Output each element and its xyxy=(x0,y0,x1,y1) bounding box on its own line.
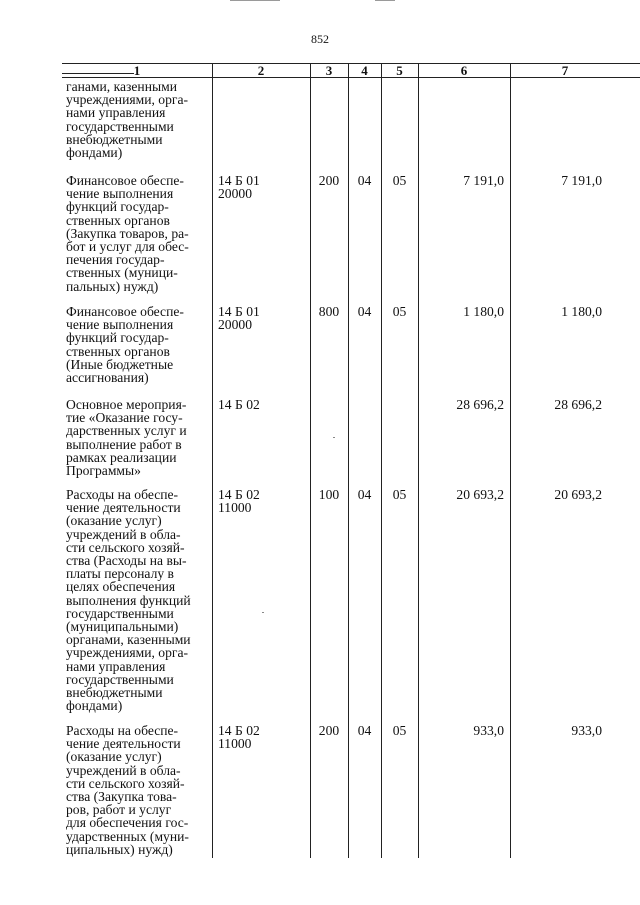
column-header-7: 7 xyxy=(561,63,569,78)
table-row-name: Расходы на обеспе- чение деятельности (оказание услуг) учреждений в обла- сти сельского хозяй- ства (Закупка това- ров, работ и услуг для обеспечения гос- ударственных (муни- ципальных) нужд) xyxy=(66,723,189,857)
table-row-c3: 100 xyxy=(318,487,340,502)
table-row-c6: 28 696,2 xyxy=(456,397,504,412)
table-row-c5: 05 xyxy=(392,173,407,188)
table-row-code: 14 Б 02 11000 xyxy=(218,723,260,752)
table-row-c6: 20 693,2 xyxy=(456,487,504,502)
table-row-name: Расходы на обеспе- чение деятельности (оказание услуг) учреждений в обла- сти сельского хозяй- ства (Расходы на вы- платы персоналу в целях обеспечения выполнения функций государственными (муниципальными) органами, казенными учреждениями, орга- нами управления государственными внебюджетными фондами) xyxy=(66,487,191,714)
table-row-c7: 1 180,0 xyxy=(561,304,602,319)
column-header-5: 5 xyxy=(396,63,403,78)
table-row-code: 14 Б 01 20000 xyxy=(218,173,260,202)
table-row-code: 14 Б 01 20000 xyxy=(218,304,260,333)
table-row-c3: 200 xyxy=(318,723,340,738)
table-row-name: Финансовое обеспе- чение выполнения функций государ- ственных органов (Иные бюджетные ассигнования) xyxy=(66,304,184,386)
table-row-c6: 1 180,0 xyxy=(463,304,504,319)
table-row-c6: 7 191,0 xyxy=(463,173,504,188)
column-header-2: 2 xyxy=(257,63,265,78)
table-row-c5: 05 xyxy=(392,304,407,319)
column-header-4: 4 xyxy=(361,63,368,78)
column-header-3: 3 xyxy=(325,63,333,78)
table-row-c4: 04 xyxy=(357,723,372,738)
table-row-name: ганами, казенными учреждениями, орга- нами управления государственными внебюджетными фондами) xyxy=(66,79,189,161)
column-header-6: 6 xyxy=(460,63,468,78)
table-row-code: 14 Б 02 11000 xyxy=(218,487,260,516)
table-row-c3: 800 xyxy=(318,304,340,319)
table-row-c4: 04 xyxy=(357,487,372,502)
table-row-code: 14 Б 02 xyxy=(218,397,260,412)
table-row-c6: 933,0 xyxy=(473,723,504,738)
column-header-1: 1 xyxy=(133,63,141,78)
table-row-c7: 7 191,0 xyxy=(561,173,602,188)
table-row-c4: 04 xyxy=(357,304,372,319)
table-row-c7: 933,0 xyxy=(571,723,602,738)
table-row-c3: 200 xyxy=(318,173,340,188)
scan-artifact xyxy=(333,437,335,438)
column-divider xyxy=(212,63,213,858)
table-row-c4: 04 xyxy=(357,173,372,188)
table-row-name: Основное мероприя- тие «Оказание госу- дарственных услуг и выполнение работ в рамках реализации Программы» xyxy=(66,397,187,479)
page-number: 852 xyxy=(311,32,329,46)
scan-artifact xyxy=(262,612,264,613)
table-row-c7: 28 696,2 xyxy=(554,397,602,412)
table-row-c7: 20 693,2 xyxy=(554,487,602,502)
scan-artifact xyxy=(230,0,280,1)
table-row-c5: 05 xyxy=(392,723,407,738)
table-row-c5: 05 xyxy=(392,487,407,502)
table-row-name: Финансовое обеспе- чение выполнения функций государ- ственных органов (Закупка товаров, ра- бот и услуг для обес- печения государ- ственных (муници- пальных) нужд) xyxy=(66,173,189,294)
scan-artifact xyxy=(375,0,395,1)
